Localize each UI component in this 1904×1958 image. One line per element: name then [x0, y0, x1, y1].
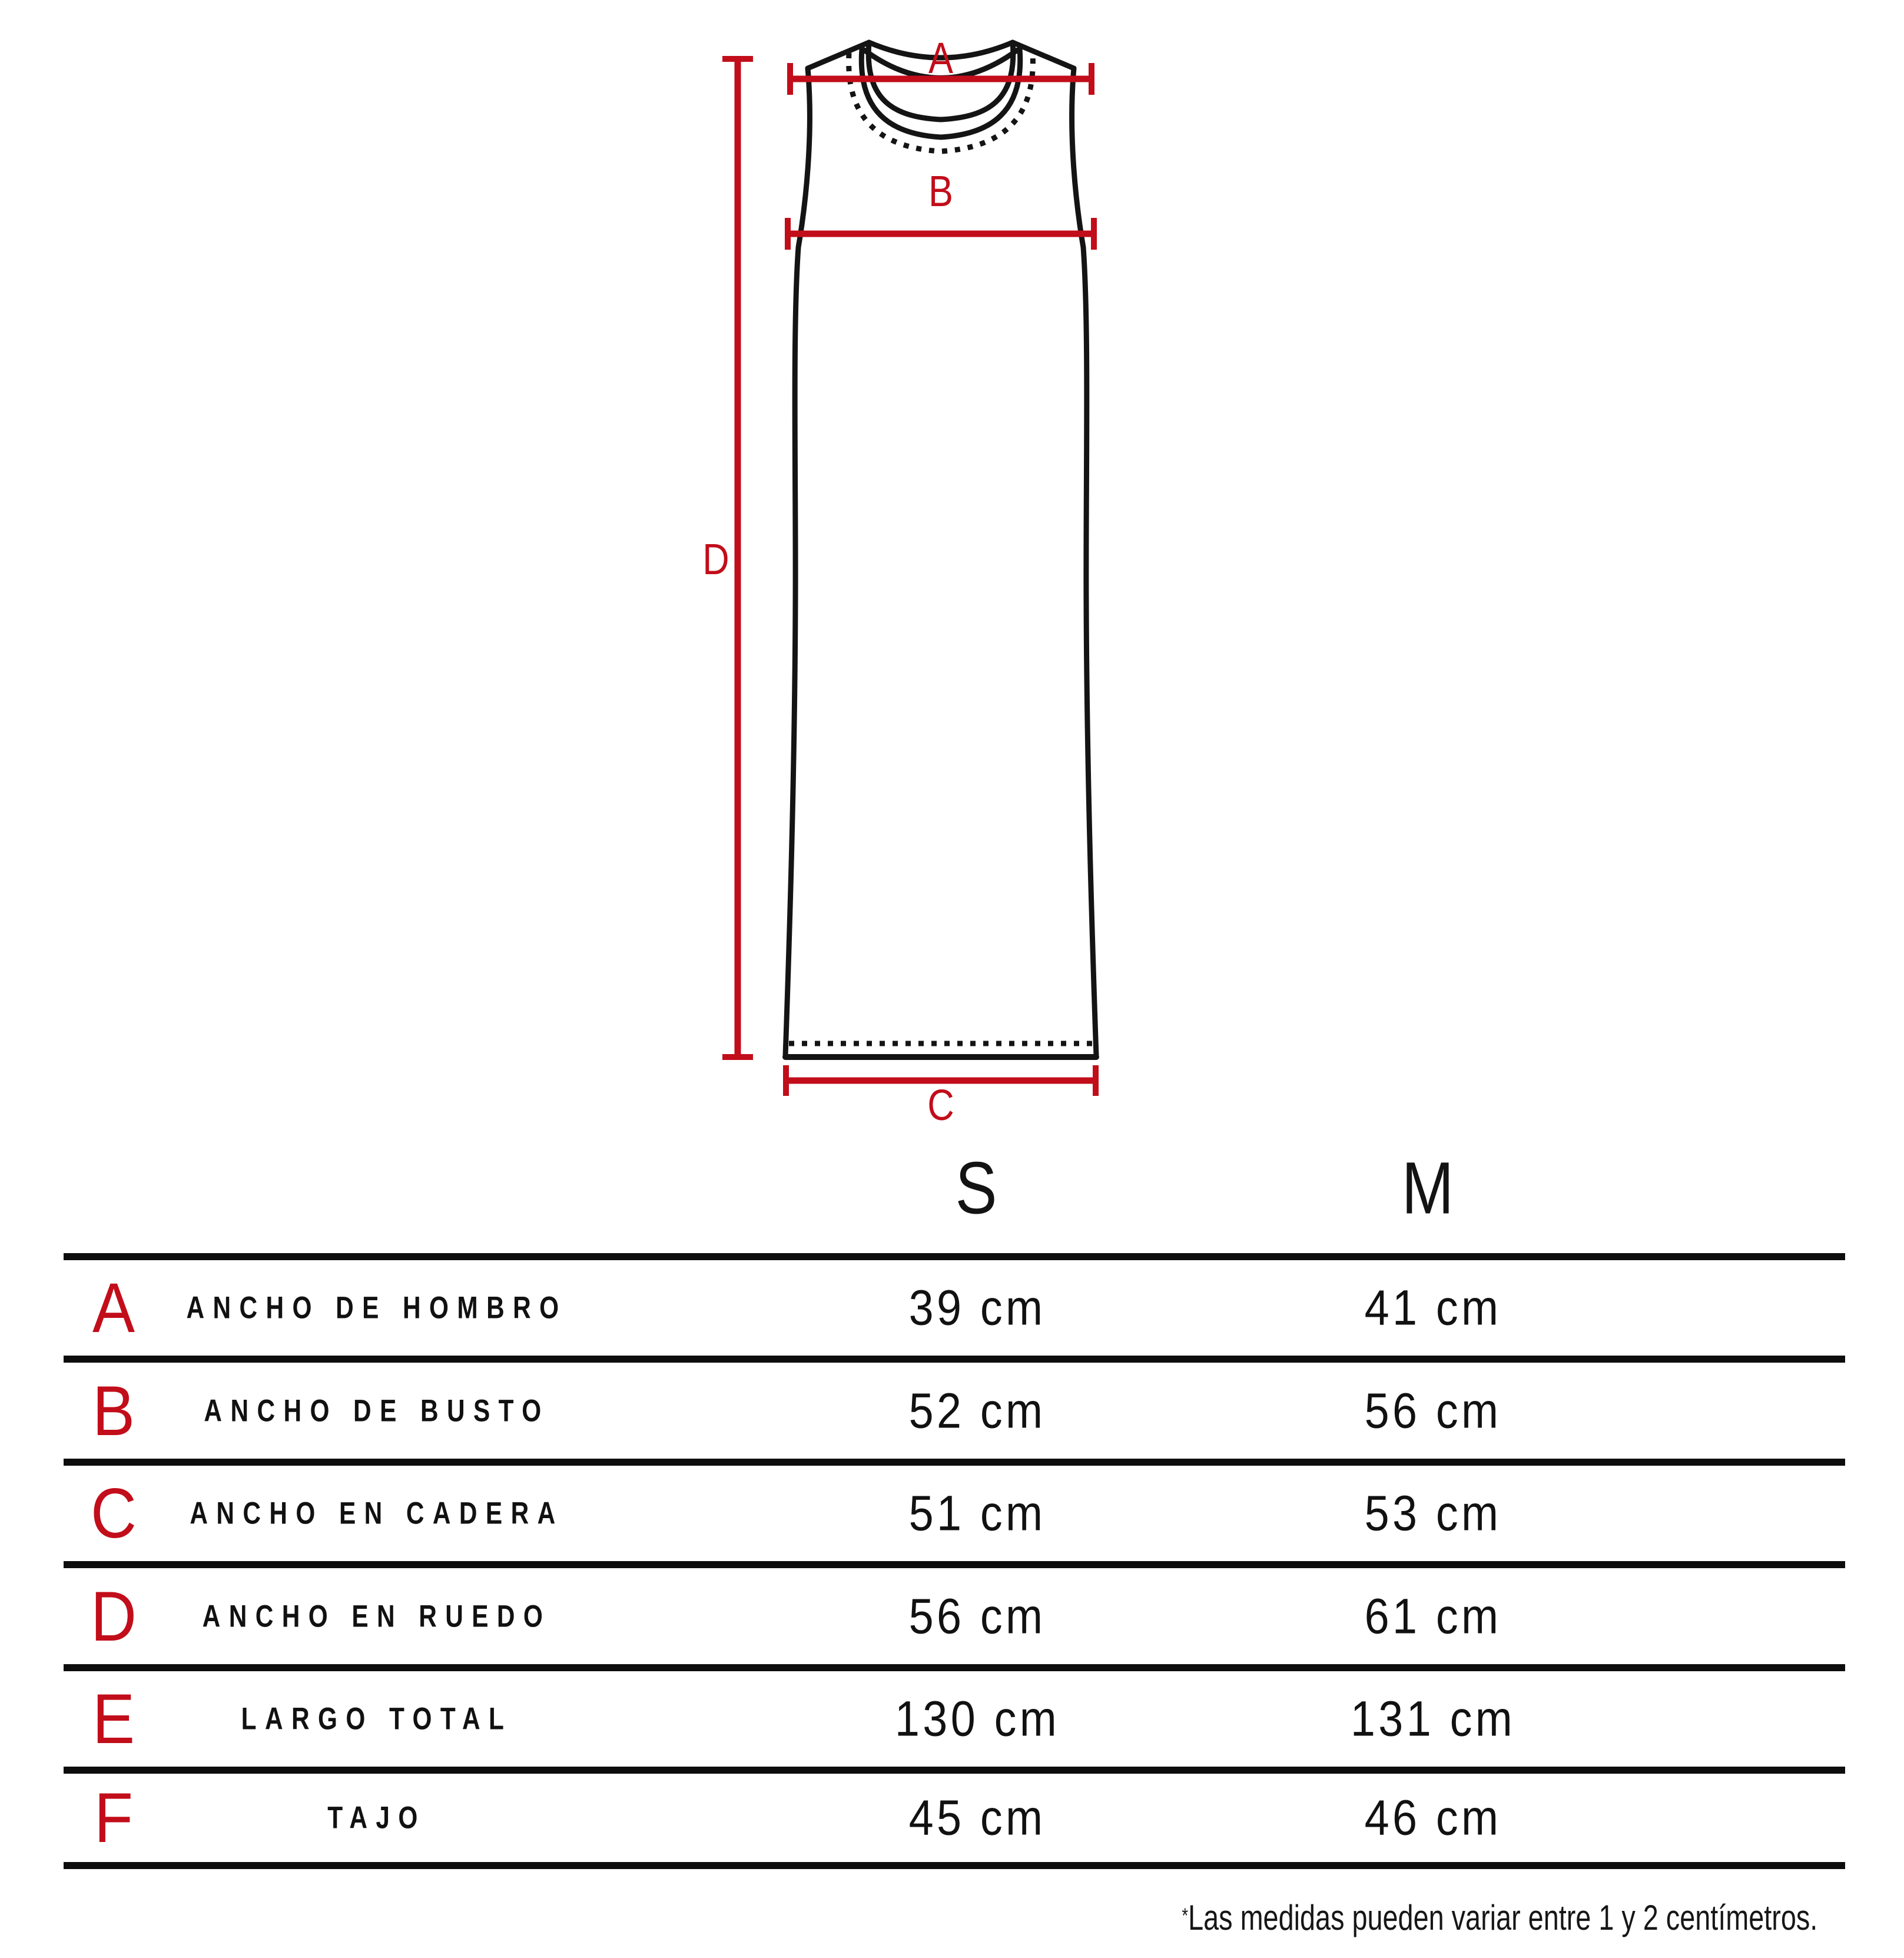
row-label-text: TAJO: [327, 1800, 426, 1836]
row-value-m-text: 46 cm: [1364, 1790, 1502, 1846]
row-letter-text: B: [92, 1371, 135, 1450]
row-label-text: ANCHO EN CADERA: [190, 1496, 564, 1531]
row-value-s-text: 45 cm: [908, 1790, 1046, 1846]
measurement-lines: [722, 59, 1096, 1096]
table-row: [0, 1466, 1904, 1561]
row-label-text: ANCHO DE BUSTO: [204, 1393, 550, 1428]
row-value-m: [1357, 1280, 1510, 1337]
row-letter: [88, 1473, 140, 1554]
size-header-s-text: S: [955, 1147, 997, 1230]
table-rule: [64, 1561, 1845, 1568]
row-label-text: LARGO TOTAL: [241, 1701, 513, 1737]
row-value-s: [901, 1280, 1054, 1337]
row-label-text: ANCHO EN RUEDO: [202, 1599, 552, 1634]
row-value-m-text: 53 cm: [1364, 1485, 1502, 1541]
table-row: [0, 1363, 1904, 1459]
row-value-s-text: 52 cm: [908, 1383, 1046, 1438]
row-value-s-text: 130 cm: [894, 1691, 1060, 1747]
row-value-m-text: 61 cm: [1364, 1588, 1502, 1644]
row-value-m-text: 56 cm: [1364, 1383, 1502, 1438]
footnote-body: Las medidas pueden variar entre 1 y 2 centímetros.: [1187, 1898, 1817, 1937]
row-letter-text: C: [90, 1474, 137, 1553]
row-letter-text: A: [92, 1268, 135, 1347]
row-value-m-text: 131 cm: [1350, 1691, 1516, 1747]
row-value-m: [1341, 1691, 1524, 1748]
footnote: [1003, 1897, 1817, 1938]
row-letter: [90, 1267, 137, 1349]
table-rule: [64, 1253, 1845, 1260]
row-value-s: [885, 1691, 1069, 1748]
footnote-text: [1182, 1897, 1817, 1938]
row-label: [315, 1800, 438, 1836]
row-label: [139, 1290, 615, 1326]
footnote-asterisk: *: [1182, 1904, 1188, 1927]
row-value-m: [1357, 1382, 1510, 1439]
table-row: [0, 1260, 1904, 1356]
diagram-label-d: D: [702, 535, 729, 584]
size-header-m: [1397, 1147, 1458, 1231]
row-label: [207, 1701, 546, 1737]
row-value-s: [901, 1485, 1054, 1542]
table-row: [0, 1568, 1904, 1664]
row-label: [159, 1598, 595, 1634]
row-value-s-text: 56 cm: [908, 1588, 1046, 1644]
table-rule: [64, 1767, 1845, 1774]
row-value-m: [1357, 1790, 1510, 1847]
row-value-s-text: 39 cm: [908, 1280, 1046, 1336]
size-header-s: [951, 1147, 1000, 1231]
row-letter: [92, 1777, 135, 1858]
diagram-label-c: C: [927, 1081, 954, 1130]
table-rule: [64, 1862, 1845, 1869]
row-letter-text: D: [90, 1576, 137, 1656]
row-letter: [90, 1370, 137, 1452]
row-value-s: [901, 1588, 1054, 1645]
dress-side-left: [785, 68, 810, 1056]
row-value-m-text: 41 cm: [1364, 1280, 1502, 1336]
row-label: [161, 1393, 593, 1429]
table-rule: [64, 1664, 1845, 1671]
row-value-m: [1357, 1485, 1510, 1542]
row-letter-text: F: [94, 1778, 133, 1857]
row-letter: [88, 1576, 140, 1657]
table-row: [0, 1774, 1904, 1862]
dress-side-right: [1072, 68, 1096, 1056]
diagram-label-b: B: [928, 167, 953, 216]
row-value-s: [901, 1790, 1054, 1847]
row-value-s-text: 51 cm: [908, 1485, 1046, 1541]
row-value-s: [901, 1382, 1054, 1439]
row-label: [143, 1496, 611, 1532]
row-value-m: [1357, 1588, 1510, 1645]
row-label-text: ANCHO DE HOMBRO: [186, 1290, 568, 1326]
row-letter: [90, 1678, 137, 1760]
table-rule: [64, 1356, 1845, 1363]
row-letter-text: E: [92, 1679, 135, 1758]
size-header-m-text: M: [1401, 1147, 1454, 1230]
diagram-label-a: A: [928, 34, 953, 83]
table-row: [0, 1671, 1904, 1767]
table-rule: [64, 1459, 1845, 1466]
